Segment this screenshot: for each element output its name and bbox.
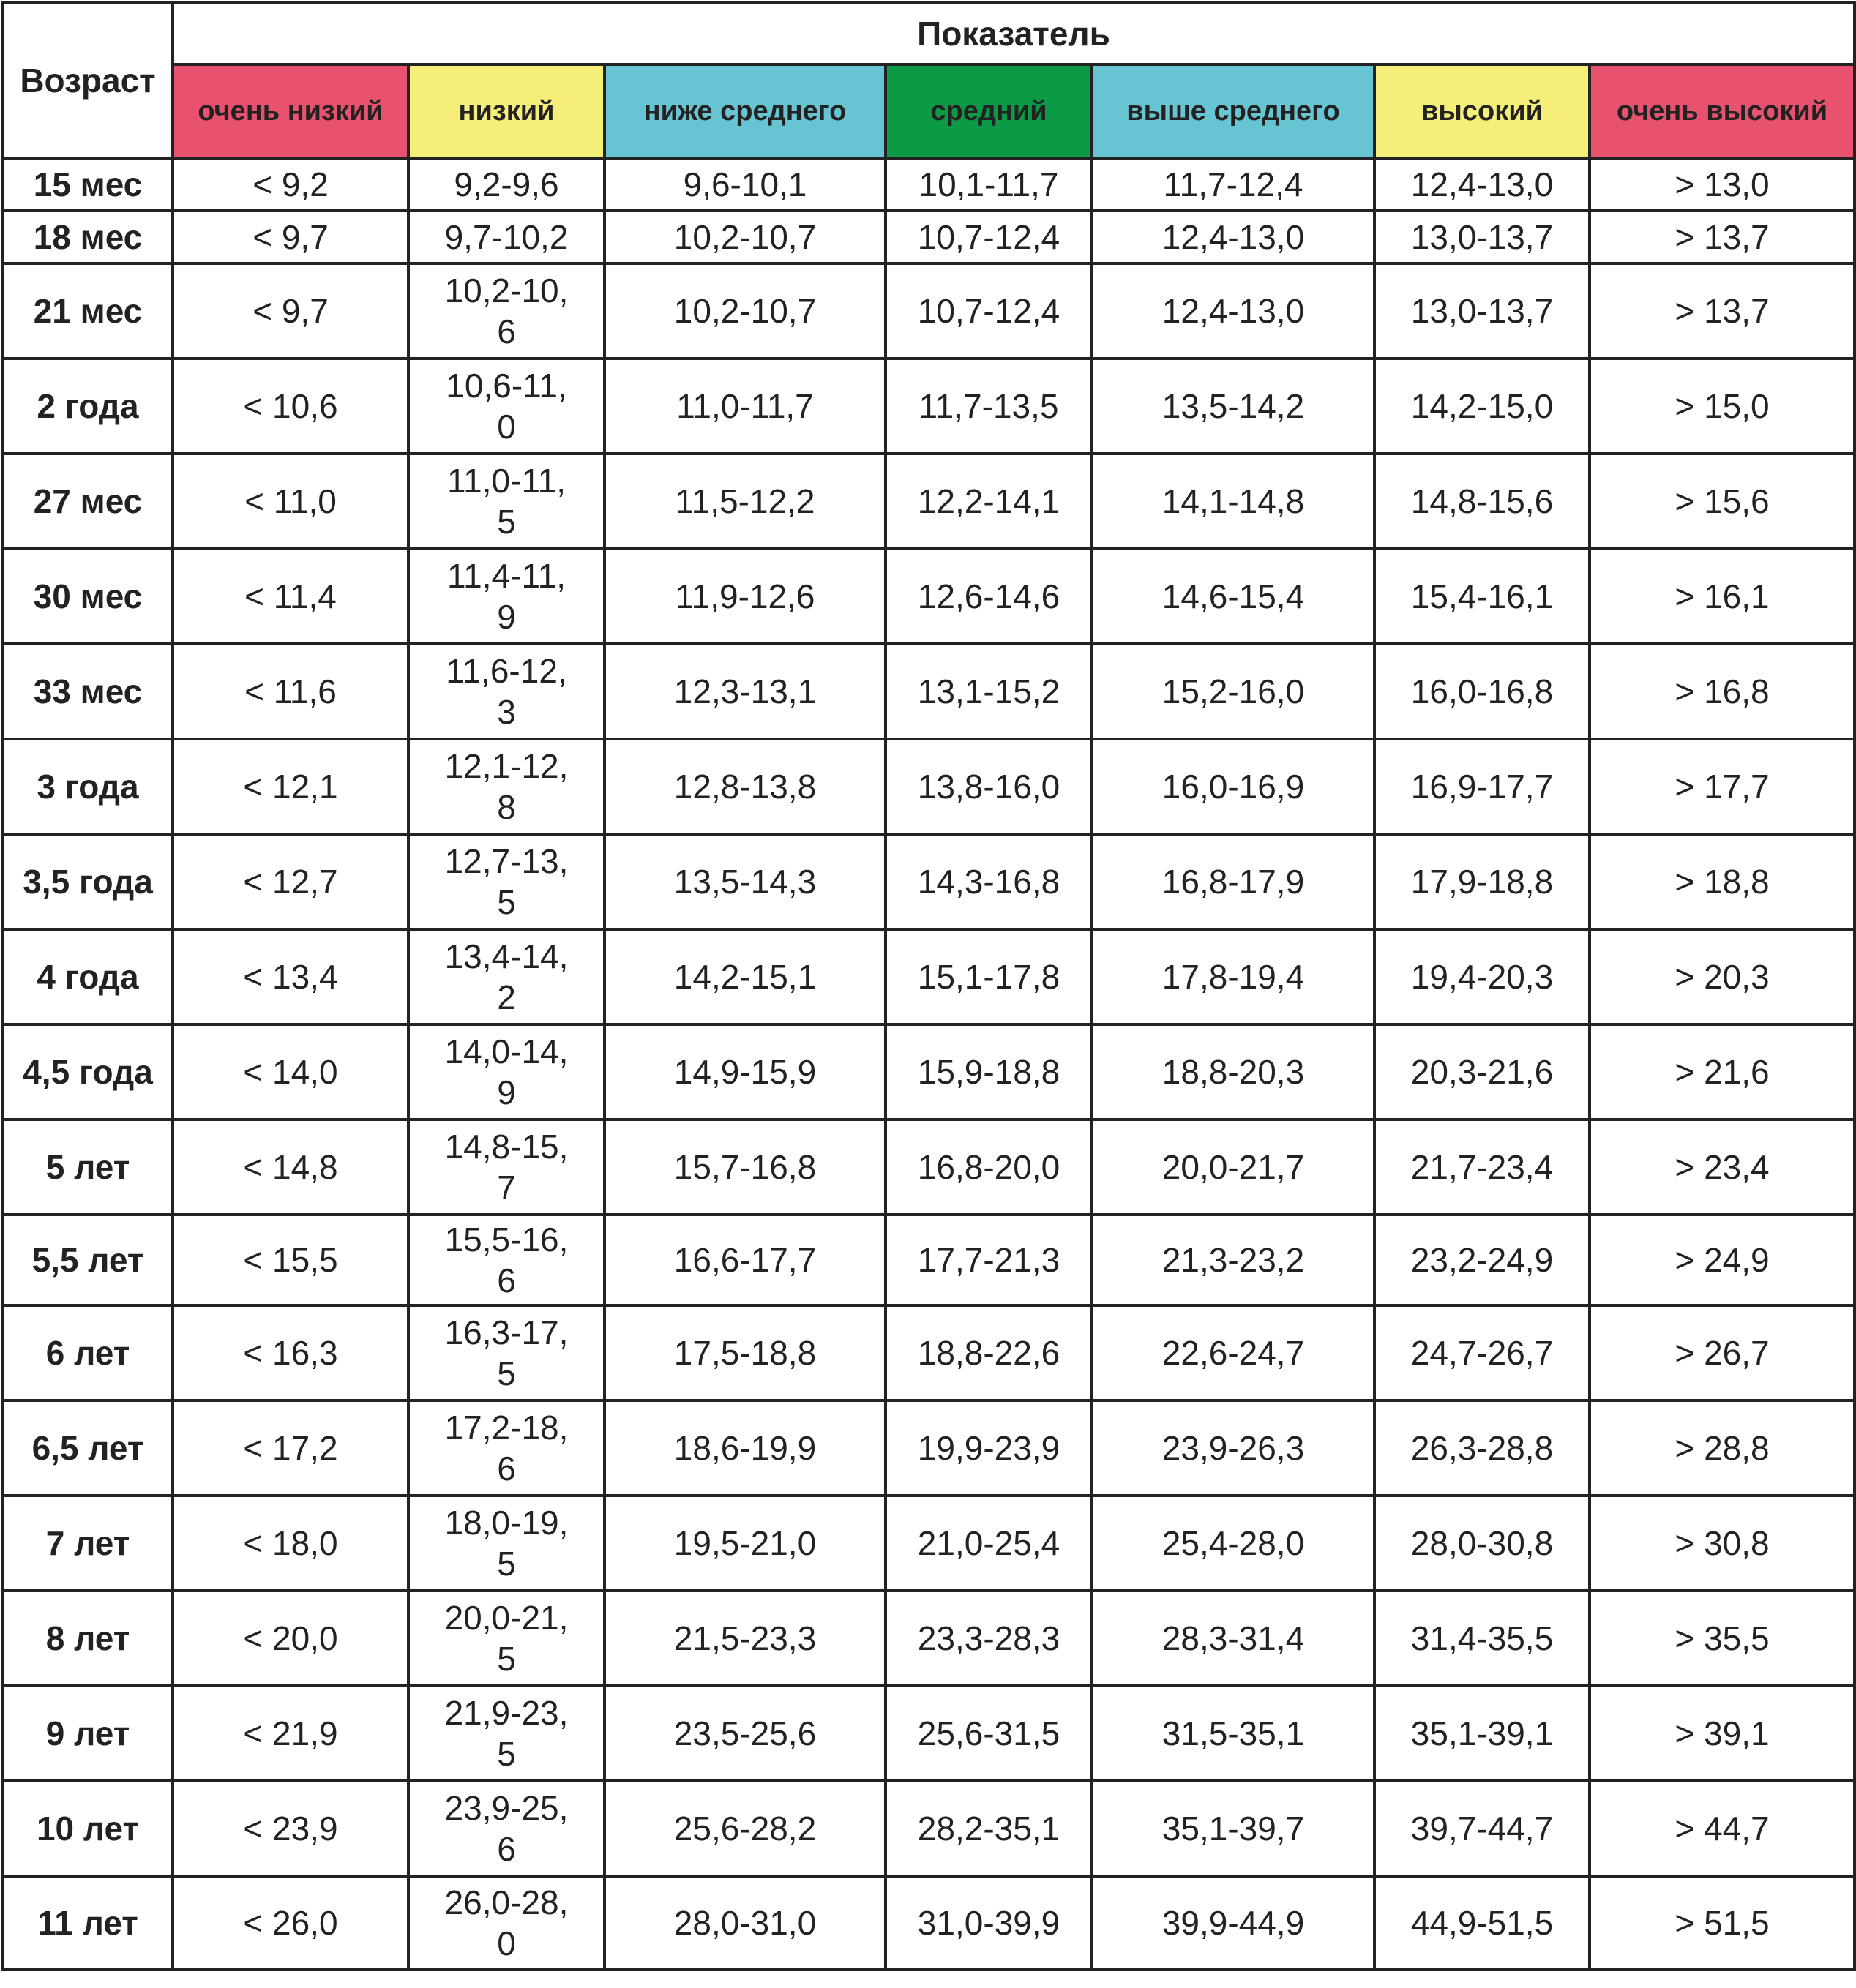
table-row	[3, 1496, 1855, 1591]
value-cell-high: 16,9-17,7	[1374, 739, 1590, 834]
value-cell-high: 44,9-51,5	[1374, 1876, 1590, 1970]
value-cell-above-average: 39,9-44,9	[1092, 1876, 1374, 1970]
age-cell: 3 года	[3, 739, 173, 834]
category-average: средний	[886, 64, 1092, 158]
value-cell-low: 20,0-21,5	[408, 1591, 605, 1686]
age-column-header: Возраст	[3, 3, 173, 158]
value-cell-low: 14,0-14,9	[408, 1024, 605, 1119]
value-cell-very-high: > 28,8	[1590, 1400, 1855, 1496]
value-cell-above-average: 16,0-16,9	[1092, 739, 1374, 834]
value-cell-high: 13,0-13,7	[1374, 211, 1590, 263]
category-low: низкий	[408, 64, 605, 158]
table-row	[3, 834, 1855, 929]
age-cell: 5,5 лет	[3, 1215, 173, 1305]
value-cell-very-low: < 23,9	[173, 1781, 408, 1876]
table-row	[3, 1024, 1855, 1119]
value-cell-very-low: < 21,9	[173, 1686, 408, 1781]
value-cell-very-low: < 15,5	[173, 1215, 408, 1305]
value-cell-above-average: 14,6-15,4	[1092, 549, 1374, 644]
value-cell-very-high: > 13,7	[1590, 211, 1855, 263]
category-high: высокий	[1374, 64, 1590, 158]
value-cell-very-low: < 16,3	[173, 1305, 408, 1400]
value-cell-average: 12,2-14,1	[886, 454, 1092, 549]
value-cell-low: 15,5-16,6	[408, 1215, 605, 1305]
value-cell-average: 28,2-35,1	[886, 1781, 1092, 1876]
norms-table	[1, 1, 1856, 1971]
age-cell: 21 мес	[3, 263, 173, 359]
value-cell-above-average: 11,7-12,4	[1092, 158, 1374, 211]
value-cell-very-low: < 17,2	[173, 1400, 408, 1496]
value-cell-high: 17,9-18,8	[1374, 834, 1590, 929]
indicator-header: Показатель	[173, 3, 1855, 64]
value-cell-average: 10,7-12,4	[886, 263, 1092, 359]
age-cell: 15 мес	[3, 158, 173, 211]
table-row	[3, 1781, 1855, 1876]
age-cell: 18 мес	[3, 211, 173, 263]
value-cell-below-average: 10,2-10,7	[605, 263, 886, 359]
value-cell-high: 21,7-23,4	[1374, 1119, 1590, 1215]
value-cell-very-high: > 26,7	[1590, 1305, 1855, 1400]
value-cell-above-average: 23,9-26,3	[1092, 1400, 1374, 1496]
value-cell-below-average: 28,0-31,0	[605, 1876, 886, 1970]
value-cell-very-high: > 13,0	[1590, 158, 1855, 211]
value-cell-low: 12,1-12,8	[408, 739, 605, 834]
value-cell-very-low: < 13,4	[173, 929, 408, 1024]
category-header-row	[3, 64, 1855, 158]
value-cell-low: 10,6-11,0	[408, 359, 605, 454]
value-cell-above-average: 13,5-14,2	[1092, 359, 1374, 454]
value-cell-below-average: 25,6-28,2	[605, 1781, 886, 1876]
age-cell: 9 лет	[3, 1686, 173, 1781]
value-cell-high: 13,0-13,7	[1374, 263, 1590, 359]
value-cell-below-average: 19,5-21,0	[605, 1496, 886, 1591]
value-cell-very-high: > 30,8	[1590, 1496, 1855, 1591]
value-cell-low: 11,6-12,3	[408, 644, 605, 739]
value-cell-high: 26,3-28,8	[1374, 1400, 1590, 1496]
table-row	[3, 1215, 1855, 1305]
value-cell-low: 10,2-10,6	[408, 263, 605, 359]
age-cell: 30 мес	[3, 549, 173, 644]
age-cell: 4,5 года	[3, 1024, 173, 1119]
value-cell-low: 9,2-9,6	[408, 158, 605, 211]
value-cell-average: 15,9-18,8	[886, 1024, 1092, 1119]
value-cell-average: 14,3-16,8	[886, 834, 1092, 929]
age-cell: 33 мес	[3, 644, 173, 739]
category-very-low: очень низкий	[173, 64, 408, 158]
category-below-average: ниже среднего	[605, 64, 886, 158]
norms-table-container	[1, 1, 1856, 1971]
value-cell-above-average: 17,8-19,4	[1092, 929, 1374, 1024]
value-cell-below-average: 12,3-13,1	[605, 644, 886, 739]
value-cell-below-average: 16,6-17,7	[605, 1215, 886, 1305]
value-cell-above-average: 16,8-17,9	[1092, 834, 1374, 929]
value-cell-very-high: > 16,1	[1590, 549, 1855, 644]
category-above-average: выше среднего	[1092, 64, 1374, 158]
value-cell-below-average: 11,9-12,6	[605, 549, 886, 644]
value-cell-very-low: < 11,0	[173, 454, 408, 549]
value-cell-average: 11,7-13,5	[886, 359, 1092, 454]
value-cell-very-low: < 9,2	[173, 158, 408, 211]
value-cell-high: 14,2-15,0	[1374, 359, 1590, 454]
value-cell-high: 31,4-35,5	[1374, 1591, 1590, 1686]
value-cell-very-low: < 14,8	[173, 1119, 408, 1215]
age-cell: 8 лет	[3, 1591, 173, 1686]
age-cell: 10 лет	[3, 1781, 173, 1876]
value-cell-high: 16,0-16,8	[1374, 644, 1590, 739]
value-cell-very-low: < 12,1	[173, 739, 408, 834]
value-cell-very-high: > 17,7	[1590, 739, 1855, 834]
value-cell-very-high: > 13,7	[1590, 263, 1855, 359]
value-cell-average: 15,1-17,8	[886, 929, 1092, 1024]
value-cell-low: 13,4-14,2	[408, 929, 605, 1024]
value-cell-low: 16,3-17,5	[408, 1305, 605, 1400]
value-cell-low: 21,9-23,5	[408, 1686, 605, 1781]
value-cell-high: 24,7-26,7	[1374, 1305, 1590, 1400]
value-cell-high: 20,3-21,6	[1374, 1024, 1590, 1119]
value-cell-below-average: 11,5-12,2	[605, 454, 886, 549]
value-cell-very-low: < 9,7	[173, 211, 408, 263]
value-cell-average: 12,6-14,6	[886, 549, 1092, 644]
value-cell-above-average: 31,5-35,1	[1092, 1686, 1374, 1781]
value-cell-low: 11,0-11,5	[408, 454, 605, 549]
age-cell: 11 лет	[3, 1876, 173, 1970]
table-row	[3, 1400, 1855, 1496]
age-cell: 6 лет	[3, 1305, 173, 1400]
table-row	[3, 929, 1855, 1024]
value-cell-very-low: < 20,0	[173, 1591, 408, 1686]
value-cell-very-high: > 44,7	[1590, 1781, 1855, 1876]
value-cell-average: 31,0-39,9	[886, 1876, 1092, 1970]
value-cell-very-high: > 18,8	[1590, 834, 1855, 929]
value-cell-below-average: 17,5-18,8	[605, 1305, 886, 1400]
table-row	[3, 263, 1855, 359]
value-cell-very-low: < 26,0	[173, 1876, 408, 1970]
value-cell-very-low: < 14,0	[173, 1024, 408, 1119]
value-cell-average: 10,7-12,4	[886, 211, 1092, 263]
value-cell-below-average: 10,2-10,7	[605, 211, 886, 263]
value-cell-very-low: < 10,6	[173, 359, 408, 454]
value-cell-very-high: > 24,9	[1590, 1215, 1855, 1305]
value-cell-average: 13,1-15,2	[886, 644, 1092, 739]
table-row	[3, 549, 1855, 644]
value-cell-high: 15,4-16,1	[1374, 549, 1590, 644]
value-cell-low: 23,9-25,6	[408, 1781, 605, 1876]
value-cell-below-average: 12,8-13,8	[605, 739, 886, 834]
value-cell-average: 19,9-23,9	[886, 1400, 1092, 1496]
value-cell-low: 9,7-10,2	[408, 211, 605, 263]
value-cell-below-average: 13,5-14,3	[605, 834, 886, 929]
value-cell-above-average: 12,4-13,0	[1092, 263, 1374, 359]
value-cell-below-average: 18,6-19,9	[605, 1400, 886, 1496]
value-cell-above-average: 35,1-39,7	[1092, 1781, 1374, 1876]
value-cell-very-high: > 16,8	[1590, 644, 1855, 739]
value-cell-average: 13,8-16,0	[886, 739, 1092, 834]
value-cell-average: 17,7-21,3	[886, 1215, 1092, 1305]
value-cell-above-average: 22,6-24,7	[1092, 1305, 1374, 1400]
value-cell-below-average: 14,2-15,1	[605, 929, 886, 1024]
value-cell-above-average: 28,3-31,4	[1092, 1591, 1374, 1686]
value-cell-high: 28,0-30,8	[1374, 1496, 1590, 1591]
value-cell-above-average: 14,1-14,8	[1092, 454, 1374, 549]
value-cell-below-average: 11,0-11,7	[605, 359, 886, 454]
table-body	[3, 158, 1855, 1970]
value-cell-average: 16,8-20,0	[886, 1119, 1092, 1215]
value-cell-high: 39,7-44,7	[1374, 1781, 1590, 1876]
header-row-top	[3, 3, 1855, 64]
value-cell-very-high: > 35,5	[1590, 1591, 1855, 1686]
value-cell-very-high: > 15,6	[1590, 454, 1855, 549]
value-cell-high: 19,4-20,3	[1374, 929, 1590, 1024]
age-cell: 2 года	[3, 359, 173, 454]
value-cell-low: 26,0-28,0	[408, 1876, 605, 1970]
value-cell-above-average: 20,0-21,7	[1092, 1119, 1374, 1215]
value-cell-high: 23,2-24,9	[1374, 1215, 1590, 1305]
age-cell: 5 лет	[3, 1119, 173, 1215]
value-cell-high: 12,4-13,0	[1374, 158, 1590, 211]
table-row	[3, 454, 1855, 549]
age-cell: 6,5 лет	[3, 1400, 173, 1496]
table-row	[3, 158, 1855, 211]
value-cell-high: 14,8-15,6	[1374, 454, 1590, 549]
value-cell-low: 12,7-13,5	[408, 834, 605, 929]
table-row	[3, 1591, 1855, 1686]
table-row	[3, 211, 1855, 263]
value-cell-very-low: < 9,7	[173, 263, 408, 359]
age-cell: 3,5 года	[3, 834, 173, 929]
value-cell-very-low: < 11,6	[173, 644, 408, 739]
age-cell: 4 года	[3, 929, 173, 1024]
age-cell: 27 мес	[3, 454, 173, 549]
value-cell-low: 17,2-18,6	[408, 1400, 605, 1496]
value-cell-below-average: 14,9-15,9	[605, 1024, 886, 1119]
value-cell-very-high: > 20,3	[1590, 929, 1855, 1024]
value-cell-average: 18,8-22,6	[886, 1305, 1092, 1400]
value-cell-average: 21,0-25,4	[886, 1496, 1092, 1591]
value-cell-below-average: 23,5-25,6	[605, 1686, 886, 1781]
value-cell-above-average: 12,4-13,0	[1092, 211, 1374, 263]
value-cell-very-low: < 18,0	[173, 1496, 408, 1591]
value-cell-low: 18,0-19,5	[408, 1496, 605, 1591]
value-cell-very-high: > 23,4	[1590, 1119, 1855, 1215]
value-cell-very-low: < 11,4	[173, 549, 408, 644]
value-cell-very-low: < 12,7	[173, 834, 408, 929]
value-cell-above-average: 15,2-16,0	[1092, 644, 1374, 739]
value-cell-average: 23,3-28,3	[886, 1591, 1092, 1686]
value-cell-above-average: 18,8-20,3	[1092, 1024, 1374, 1119]
table-row	[3, 359, 1855, 454]
value-cell-very-high: > 39,1	[1590, 1686, 1855, 1781]
table-row	[3, 739, 1855, 834]
value-cell-very-high: > 21,6	[1590, 1024, 1855, 1119]
value-cell-very-high: > 15,0	[1590, 359, 1855, 454]
table-row	[3, 644, 1855, 739]
value-cell-average: 25,6-31,5	[886, 1686, 1092, 1781]
table-row	[3, 1876, 1855, 1970]
age-cell: 7 лет	[3, 1496, 173, 1591]
value-cell-very-high: > 51,5	[1590, 1876, 1855, 1970]
table-row	[3, 1686, 1855, 1781]
value-cell-low: 14,8-15,7	[408, 1119, 605, 1215]
value-cell-high: 35,1-39,1	[1374, 1686, 1590, 1781]
value-cell-below-average: 21,5-23,3	[605, 1591, 886, 1686]
table-row	[3, 1305, 1855, 1400]
table-row	[3, 1119, 1855, 1215]
value-cell-low: 11,4-11,9	[408, 549, 605, 644]
category-very-high: очень высокий	[1590, 64, 1855, 158]
value-cell-above-average: 21,3-23,2	[1092, 1215, 1374, 1305]
value-cell-below-average: 15,7-16,8	[605, 1119, 886, 1215]
value-cell-average: 10,1-11,7	[886, 158, 1092, 211]
value-cell-below-average: 9,6-10,1	[605, 158, 886, 211]
value-cell-above-average: 25,4-28,0	[1092, 1496, 1374, 1591]
